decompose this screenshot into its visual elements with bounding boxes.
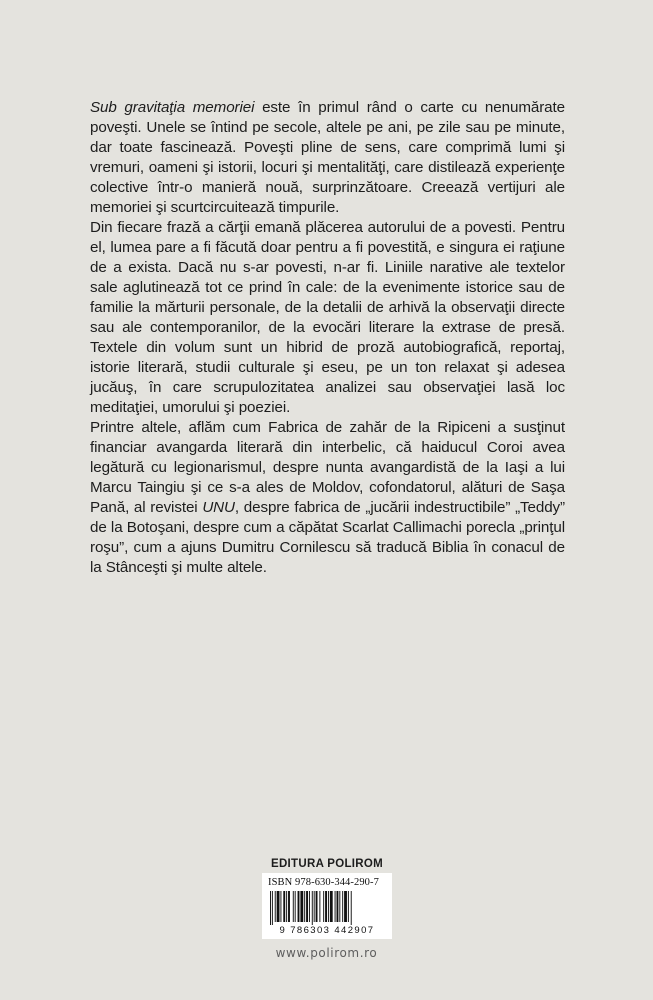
barcode-icon — [268, 891, 386, 925]
blurb-paragraph-3 — [90, 418, 565, 578]
publisher-website: www.polirom.ro — [275, 946, 378, 960]
blurb-paragraph-1-text: este în primul rând o carte cu nenumărate poveşti. Unele se întind pe secole, altele pe ani, pe zile sau pe minute, dar toate fascinează. Poveşti pline de sens, care comprimă lumi şi vremuri, oameni şi istorii, locuri şi mentalităţi, care distilează experienţe colective într-o manieră nouă, surprinzătoare. Creează vertijuri ale memoriei şi scurtcircuitează timpurile. — [90, 99, 565, 216]
journal-name-italic: UNU — [202, 499, 235, 516]
publisher-block — [262, 858, 392, 939]
isbn-number: ISBN 978-630-344-290-7 — [268, 877, 379, 888]
blurb-paragraph-3-text-b: , despre fabrica de „jucării indestructibile” „Teddy” de la Botoşani, despre cum a căpătat Scarlat Callimachi porecla „prinţul roşu”, cum a ajuns Dumitru Cornilescu să traducă Biblia în conacul de la Stânceşti şi multe altele. — [90, 499, 566, 576]
book-title-italic: Sub gravitaţia memoriei — [90, 99, 255, 116]
publisher-name: EDITURA POLIROM — [270, 858, 384, 870]
back-cover-blurb — [90, 98, 565, 578]
barcode-digits: 9 786303 442907 — [279, 925, 375, 936]
blurb-paragraph-1 — [90, 98, 565, 218]
blurb-paragraph-2: Din fiecare frază a cărţii emană plăcerea autorului de a povesti. Pentru el, lumea pare a fi făcută doar pentru a fi povestită, e singura ei raţiune de a exista. Dacă nu s-ar povesti, n-ar fi. Liniile narative ale textelor sale aglutinează tot ce prind în cale: de la evenimente istorice sau de familie la mărturii personale, de la detalii de arhivă la observaţii directe sau ale contemporanilor, de la evocări literare la extrase de presă. Textele din volum sunt un hibrid de proză autobiografică, reportaj, istorie literară, studii culturale şi eseu, pe un ton relaxat şi adesea jucăuş, în care scrupulozitatea analizei sau observaţiei lasă loc meditaţiei, umorului şi poeziei. — [90, 219, 565, 416]
blurb-paragraph-3-text-a: Printre altele, aflăm cum Fabrica de zahăr de la Ripiceni a susţinut financiar avangarda literară din interbelic, că haiducul Coroi avea legătură cu legionarismul, despre nunta avangardistă de la Iaşi a lui Marcu Taingiu şi ce s-a ales de Moldov, cofondatorul, alături de Saşa Pană, al revistei — [90, 419, 565, 516]
barcode-box — [262, 873, 392, 939]
